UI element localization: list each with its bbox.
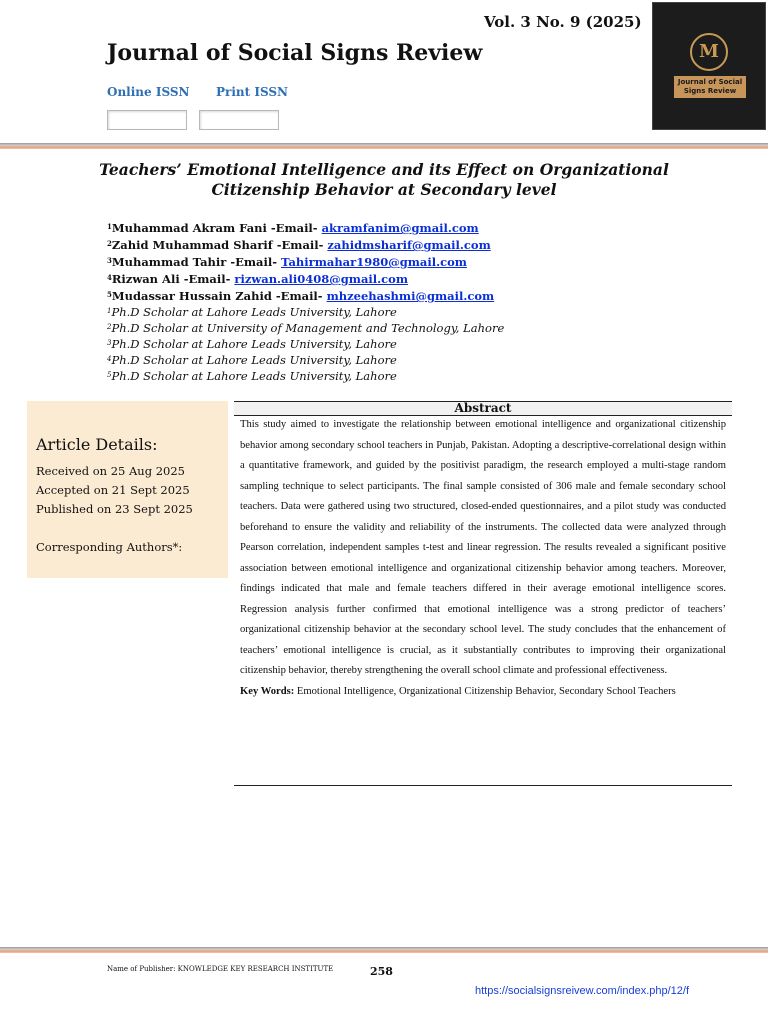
publisher-name: Name of Publisher: KNOWLEDGE KEY RESEARCH INSTITUTE (107, 965, 334, 973)
author-email-link[interactable]: akramfanim@gmail.com (321, 221, 479, 235)
author-email-link[interactable]: Tahirmahar1980@gmail.com (281, 255, 467, 269)
journal-emblem-icon: M (690, 33, 728, 71)
abstract-heading: Abstract (454, 401, 512, 415)
article-details-heading: Article Details: (36, 435, 158, 454)
online-issn-field (107, 110, 187, 130)
author-line: $^3$Muhammad Tahir -Email- Tahirmahar1980@gmail.com (107, 255, 467, 269)
affiliation-line: $^2$Ph.D Scholar at University of Management and Technology, Lahore (107, 321, 505, 335)
affiliation-line: $^3$Ph.D Scholar at Lahore Leads University, Lahore (107, 337, 397, 351)
author-line: $^1$Muhammad Akram Fani -Email- akramfanim@gmail.com (107, 221, 479, 235)
author-email-link[interactable]: zahidmsharif@gmail.com (327, 238, 491, 252)
online-issn-label: Online ISSN (107, 85, 190, 99)
abstract-bottom-rule (234, 785, 732, 786)
author-list (107, 219, 504, 384)
journal-url-link[interactable]: https://socialsignsreivew.com/index.php/12/f (475, 985, 690, 997)
keywords-label: Key Words: (240, 685, 295, 697)
affiliation-line: $^4$Ph.D Scholar at Lahore Leads University, Lahore (107, 353, 397, 367)
journal-title: Journal of Social Signs Review (107, 40, 483, 66)
paper-title-line-2: Citizenship Behavior at Secondary level (211, 180, 557, 199)
footer-divider (0, 947, 768, 953)
keywords-list: Emotional Intelligence, Organizational Citizenship Behavior, Secondary School Teachers (294, 685, 676, 697)
print-issn-field (199, 110, 279, 130)
paper-title (84, 160, 684, 200)
abstract-text (240, 415, 726, 702)
published-date: Published on 23 Sept 2025 (36, 502, 193, 516)
volume-issue: Vol. 3 No. 9 (2025) (484, 13, 642, 31)
affiliation-line: $^1$Ph.D Scholar at Lahore Leads University, Lahore (107, 305, 397, 319)
header-divider (0, 143, 768, 149)
cover-title: Journal of Social Signs Review (674, 76, 746, 98)
author-line: $^2$Zahid Muhammad Sharif -Email- zahidmsharif@gmail.com (107, 238, 491, 252)
corresponding-authors: Corresponding Authors*: (36, 540, 183, 554)
print-issn-label: Print ISSN (216, 85, 288, 99)
abstract-paragraph: This study aimed to investigate the relationship between emotional intelligence and organizational citizenship behavior among secondary school teachers in Punjab, Pakistan. Adopting a descriptive-correlational design within a quantitative framework, and guided by the positivist paradigm, the research employed a multi-stage random sampling technique to select participants. The final sample consisted of 306 male and female secondary school teachers. Data were gathered using two structured, closed-ended questionnaires, and a pilot study was conducted beforehand to ensure the validity and reliability of the instruments. The collected data were analyzed through Pearson correlation, independent samples t-test and linear regression. The results revealed a significant positive association between emotional intelligence and organizational citizenship behavior among teachers. Moreover, findings indicated that male and female teachers differed in their average emotional intelligence scores. Regression analysis further confirmed that emotional intelligence was a strong predictor of teachers’ organizational citizenship behavior at the secondary school level. The study concludes that the enhancement of teachers’ emotional intelligence is crucial, as it substantially contributes to improving their organizational citizenship behavior, thereby strengthening the overall school climate and professional effectiveness. (240, 419, 726, 676)
journal-cover-image (652, 2, 766, 130)
keywords (240, 682, 726, 703)
author-line: $^4$Rizwan Ali -Email- rizwan.ali0408@gmail.com (107, 272, 409, 286)
author-email-link[interactable]: mhzeehashmi@gmail.com (326, 289, 495, 303)
accepted-date: Accepted on 21 Sept 2025 (36, 483, 190, 497)
paper-title-line-1: Teachers’ Emotional Intelligence and its Effect on Organizational (99, 160, 669, 179)
page-number: 258 (370, 965, 393, 978)
received-date: Received on 25 Aug 2025 (36, 464, 185, 478)
author-email-link[interactable]: rizwan.ali0408@gmail.com (234, 272, 409, 286)
affiliation-line: $^5$Ph.D Scholar at Lahore Leads University, Lahore (107, 369, 397, 383)
author-line: $^5$Mudassar Hussain Zahid -Email- mhzeehashmi@gmail.com (107, 289, 495, 303)
